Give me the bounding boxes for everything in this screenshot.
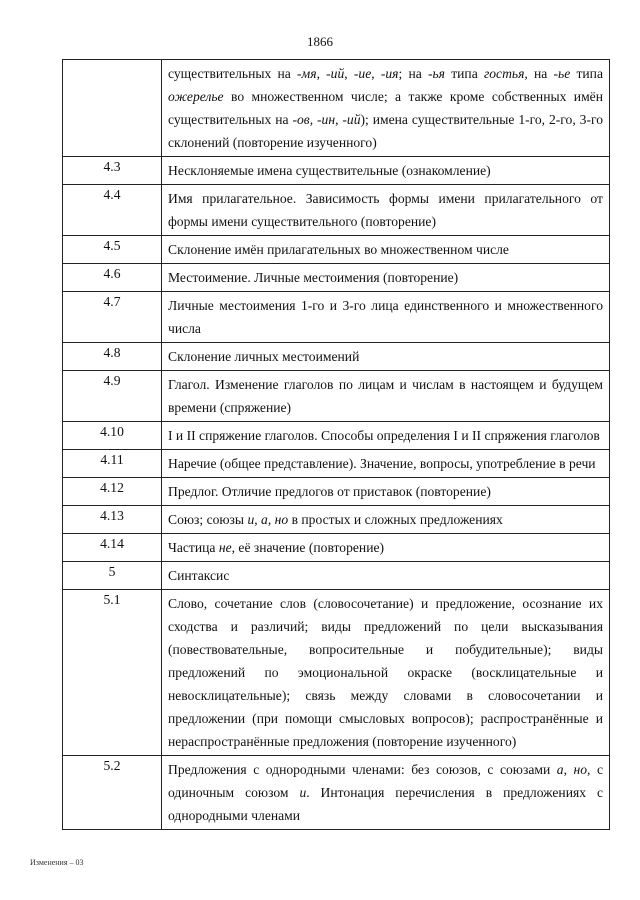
table-row <box>63 236 610 264</box>
table-row <box>63 756 610 830</box>
section-number: 4.3 <box>63 157 162 185</box>
table-row <box>63 562 610 590</box>
curriculum-table <box>62 59 610 830</box>
table-row <box>63 590 610 756</box>
table-row <box>63 506 610 534</box>
section-number: 4.8 <box>63 343 162 371</box>
topic-description: Частица не, её значение (повторение) <box>162 534 610 562</box>
section-number <box>63 60 162 157</box>
topic-description: Склонение имён прилагательных во множественном числе <box>162 236 610 264</box>
table-row <box>63 478 610 506</box>
section-number: 4.5 <box>63 236 162 264</box>
page-number: 1866 <box>307 34 333 49</box>
section-number: 4.10 <box>63 422 162 450</box>
section-number: 4.14 <box>63 534 162 562</box>
topic-description: Личные местоимения 1-го и 3-го лица единственного и множественного числа <box>162 292 610 343</box>
topic-description: Несклоняемые имена существительные (ознакомление) <box>162 157 610 185</box>
topic-description: Слово, сочетание слов (словосочетание) и предложение, осознание их сходства и различий; виды предложений по цели высказывания (повествовательные, вопросительные и побудительные); виды предложений по эмоциональной окраске (восклицательные и невосклицательные); связь между словами в словосочетании и предложении (при помощи смысловых вопросов); распространённые и нераспространённые предложения (повторение изученного) <box>162 590 610 756</box>
section-number: 4.13 <box>63 506 162 534</box>
section-number: 4.7 <box>63 292 162 343</box>
topic-description: Союз; союзы и, а, но в простых и сложных предложениях <box>162 506 610 534</box>
table-body <box>63 60 610 830</box>
topic-description: Синтаксис <box>162 562 610 590</box>
topic-description: существительных на -мя, -ий, -ие, -ия; на -ья типа гостья, на -ье типа ожерелье во множественном числе; а также кроме собственных имён существительных на -ов, -ин, -ий); имена существительные 1-го, 2-го, 3-го склонений (повторение изученного) <box>162 60 610 157</box>
topic-description: Глагол. Изменение глаголов по лицам и числам в настоящем и будущем времени (спряжение) <box>162 371 610 422</box>
table-row <box>63 264 610 292</box>
table-row <box>63 534 610 562</box>
table-row <box>63 292 610 343</box>
topic-description: I и II спряжение глаголов. Способы определения I и II спряжения глаголов <box>162 422 610 450</box>
section-number: 5 <box>63 562 162 590</box>
section-number: 4.6 <box>63 264 162 292</box>
topic-description: Предлог. Отличие предлогов от приставок (повторение) <box>162 478 610 506</box>
footer-note: Изменения – 03 <box>30 858 84 867</box>
table-row <box>63 157 610 185</box>
section-number: 4.12 <box>63 478 162 506</box>
section-number: 5.2 <box>63 756 162 830</box>
section-number: 4.11 <box>63 450 162 478</box>
topic-description: Местоимение. Личные местоимения (повторение) <box>162 264 610 292</box>
table-row <box>63 422 610 450</box>
topic-description: Предложения с однородными членами: без союзов, с союзами а, но, с одиночным союзом и. Интонация перечисления в предложениях с однородными членами <box>162 756 610 830</box>
table-row <box>63 60 610 157</box>
table-row <box>63 343 610 371</box>
section-number: 4.4 <box>63 185 162 236</box>
section-number: 5.1 <box>63 590 162 756</box>
table-row <box>63 450 610 478</box>
table-row <box>63 185 610 236</box>
section-number: 4.9 <box>63 371 162 422</box>
topic-description: Наречие (общее представление). Значение, вопросы, употребление в речи <box>162 450 610 478</box>
topic-description: Склонение личных местоимений <box>162 343 610 371</box>
topic-description: Имя прилагательное. Зависимость формы имени прилагательного от формы имени существительного (повторение) <box>162 185 610 236</box>
table-row <box>63 371 610 422</box>
